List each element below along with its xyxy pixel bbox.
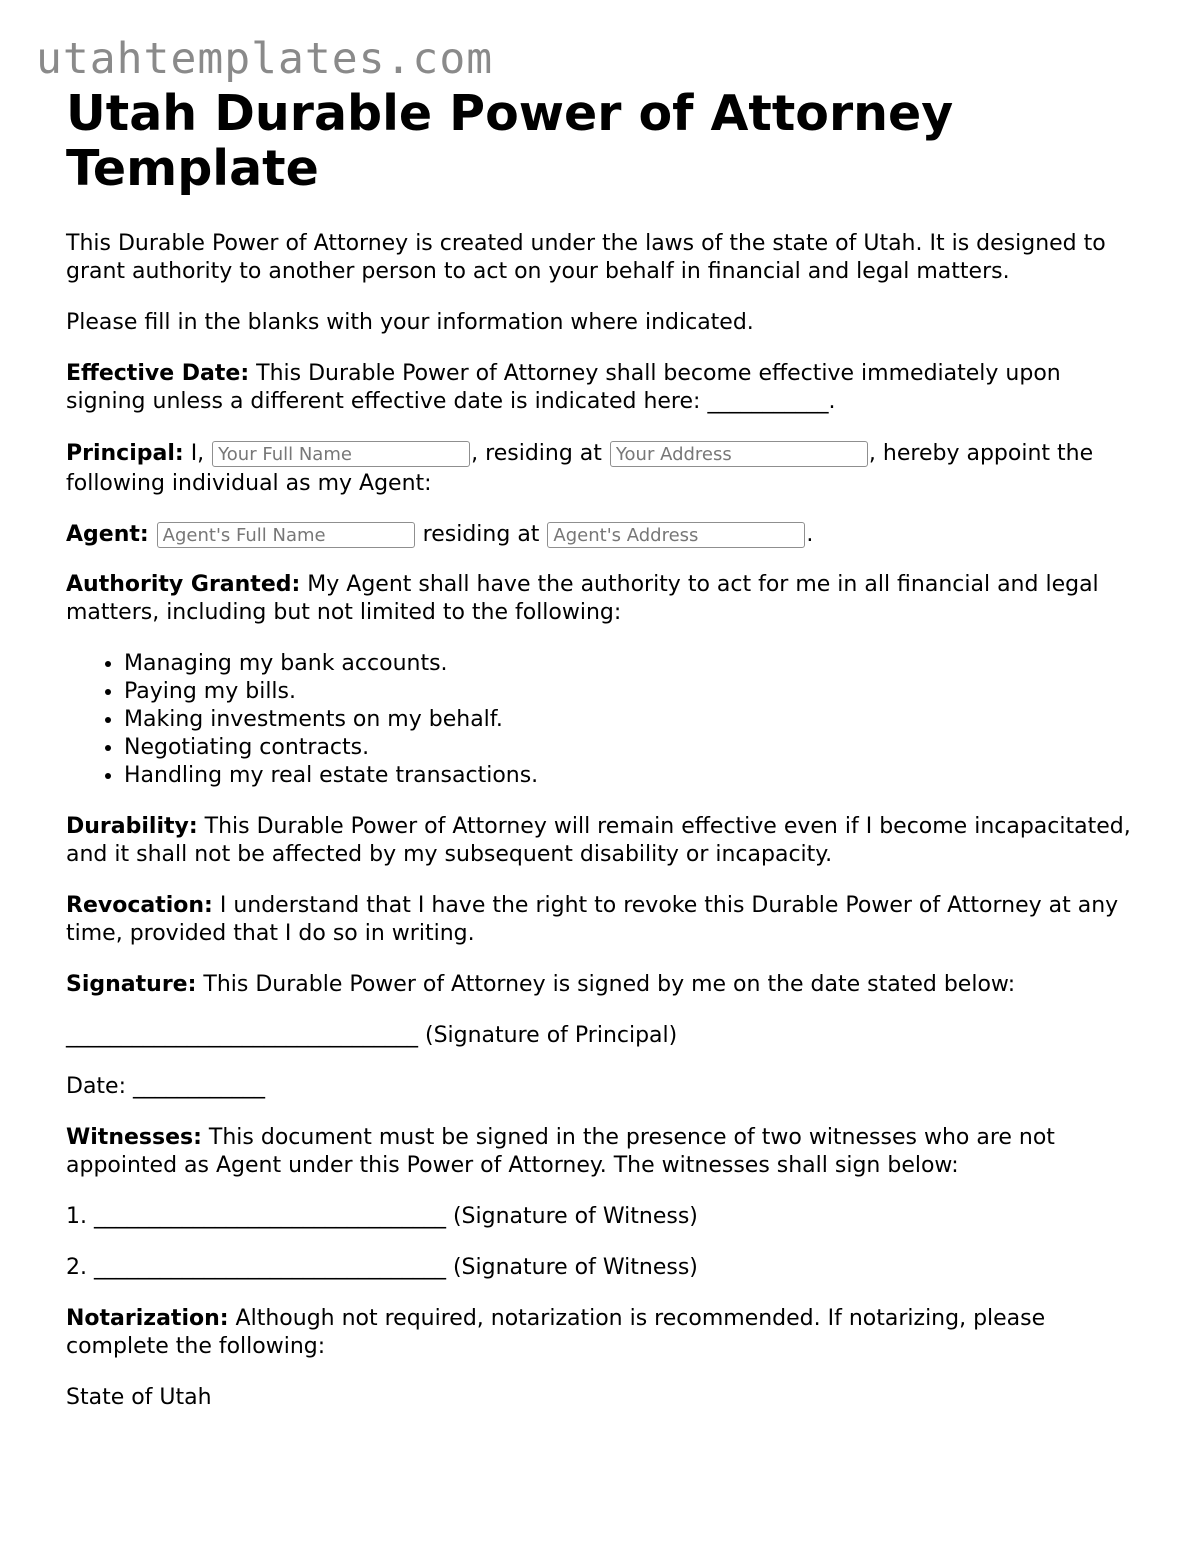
- witnesses-label: Witnesses:: [66, 1125, 202, 1150]
- instruction-paragraph: Please fill in the blanks with your information where indicated.: [66, 310, 754, 335]
- agent-mid-text: residing at: [415, 522, 547, 547]
- revocation-text: I understand that I have the right to revoke this Durable Power of Attorney at any time, provided that I do so in writing.: [66, 893, 1119, 946]
- agent-name-input[interactable]: [157, 522, 415, 548]
- witnesses-section: [66, 1124, 1136, 1180]
- signature-label: Signature:: [66, 972, 197, 997]
- state-line: State of Utah: [66, 1385, 212, 1410]
- principal-signature-line: ________________________________ (Signature of Principal): [66, 1023, 678, 1048]
- principal-address-input[interactable]: [610, 441, 868, 467]
- revocation-label: Revocation:: [66, 893, 213, 918]
- notarization-label: Notarization:: [66, 1306, 229, 1331]
- authority-list: [66, 650, 1136, 790]
- principal-post-text: , hereby appoint the following individual as my Agent:: [66, 441, 1094, 496]
- witness-signature-line-2: 2. ________________________________ (Signature of Witness): [66, 1255, 698, 1280]
- list-item: • Handling my real estate transactions.: [124, 762, 1136, 790]
- principal-pre-text: I,: [183, 441, 212, 466]
- authority-section: [66, 571, 1136, 627]
- document-body: [66, 86, 1136, 1435]
- intro-paragraph: This Durable Power of Attorney is created under the laws of the state of Utah. It is designed to grant authority to another person to act on your behalf in financial and legal matters.: [66, 231, 1106, 284]
- witness-signature-line-1: 1. ________________________________ (Signature of Witness): [66, 1204, 698, 1229]
- list-item: • Paying my bills.: [124, 678, 1136, 706]
- notarization-text: Although not required, notarization is recommended. If notarizing, please complete the following:: [66, 1306, 1046, 1359]
- durability-text: This Durable Power of Attorney will remain effective even if I become incapacitated, and it shall not be affected by my subsequent disability or incapacity.: [66, 814, 1131, 867]
- effective-date-label: Effective Date:: [66, 361, 250, 386]
- agent-address-input[interactable]: [547, 522, 805, 548]
- site-watermark: utahtemplates.com: [36, 34, 494, 84]
- notarization-section: [66, 1305, 1136, 1361]
- signature-text: This Durable Power of Attorney is signed by me on the date stated below:: [196, 972, 1016, 997]
- durability-section: [66, 813, 1136, 869]
- agent-label: Agent:: [66, 522, 149, 547]
- list-item: • Negotiating contracts.: [124, 734, 1136, 762]
- agent-post-text: .: [806, 522, 814, 547]
- principal-name-input[interactable]: [212, 441, 470, 467]
- signature-section: [66, 971, 1136, 999]
- agent-section: [66, 520, 1136, 550]
- authority-label: Authority Granted:: [66, 572, 301, 597]
- list-item: • Managing my bank accounts.: [124, 650, 1136, 678]
- effective-date-section: [66, 360, 1136, 416]
- authority-text: My Agent shall have the authority to act for me in all financial and legal matters, including but not limited to the following:: [66, 572, 1099, 625]
- signature-date-line: Date: ____________: [66, 1074, 265, 1099]
- revocation-section: [66, 892, 1136, 948]
- effective-date-text: This Durable Power of Attorney shall become effective immediately upon signing unless a different effective date is indicated here: ___________.: [66, 361, 1061, 414]
- durability-label: Durability:: [66, 814, 198, 839]
- principal-mid-text: , residing at: [471, 441, 609, 466]
- principal-label: Principal:: [66, 441, 184, 466]
- principal-section: [66, 439, 1136, 499]
- witnesses-text: This document must be signed in the presence of two witnesses who are not appointed as Agent under this Power of Attorney. The witnesses shall sign below:: [66, 1125, 1055, 1178]
- list-item: • Making investments on my behalf.: [124, 706, 1136, 734]
- page-title: Utah Durable Power of Attorney Template: [66, 85, 954, 197]
